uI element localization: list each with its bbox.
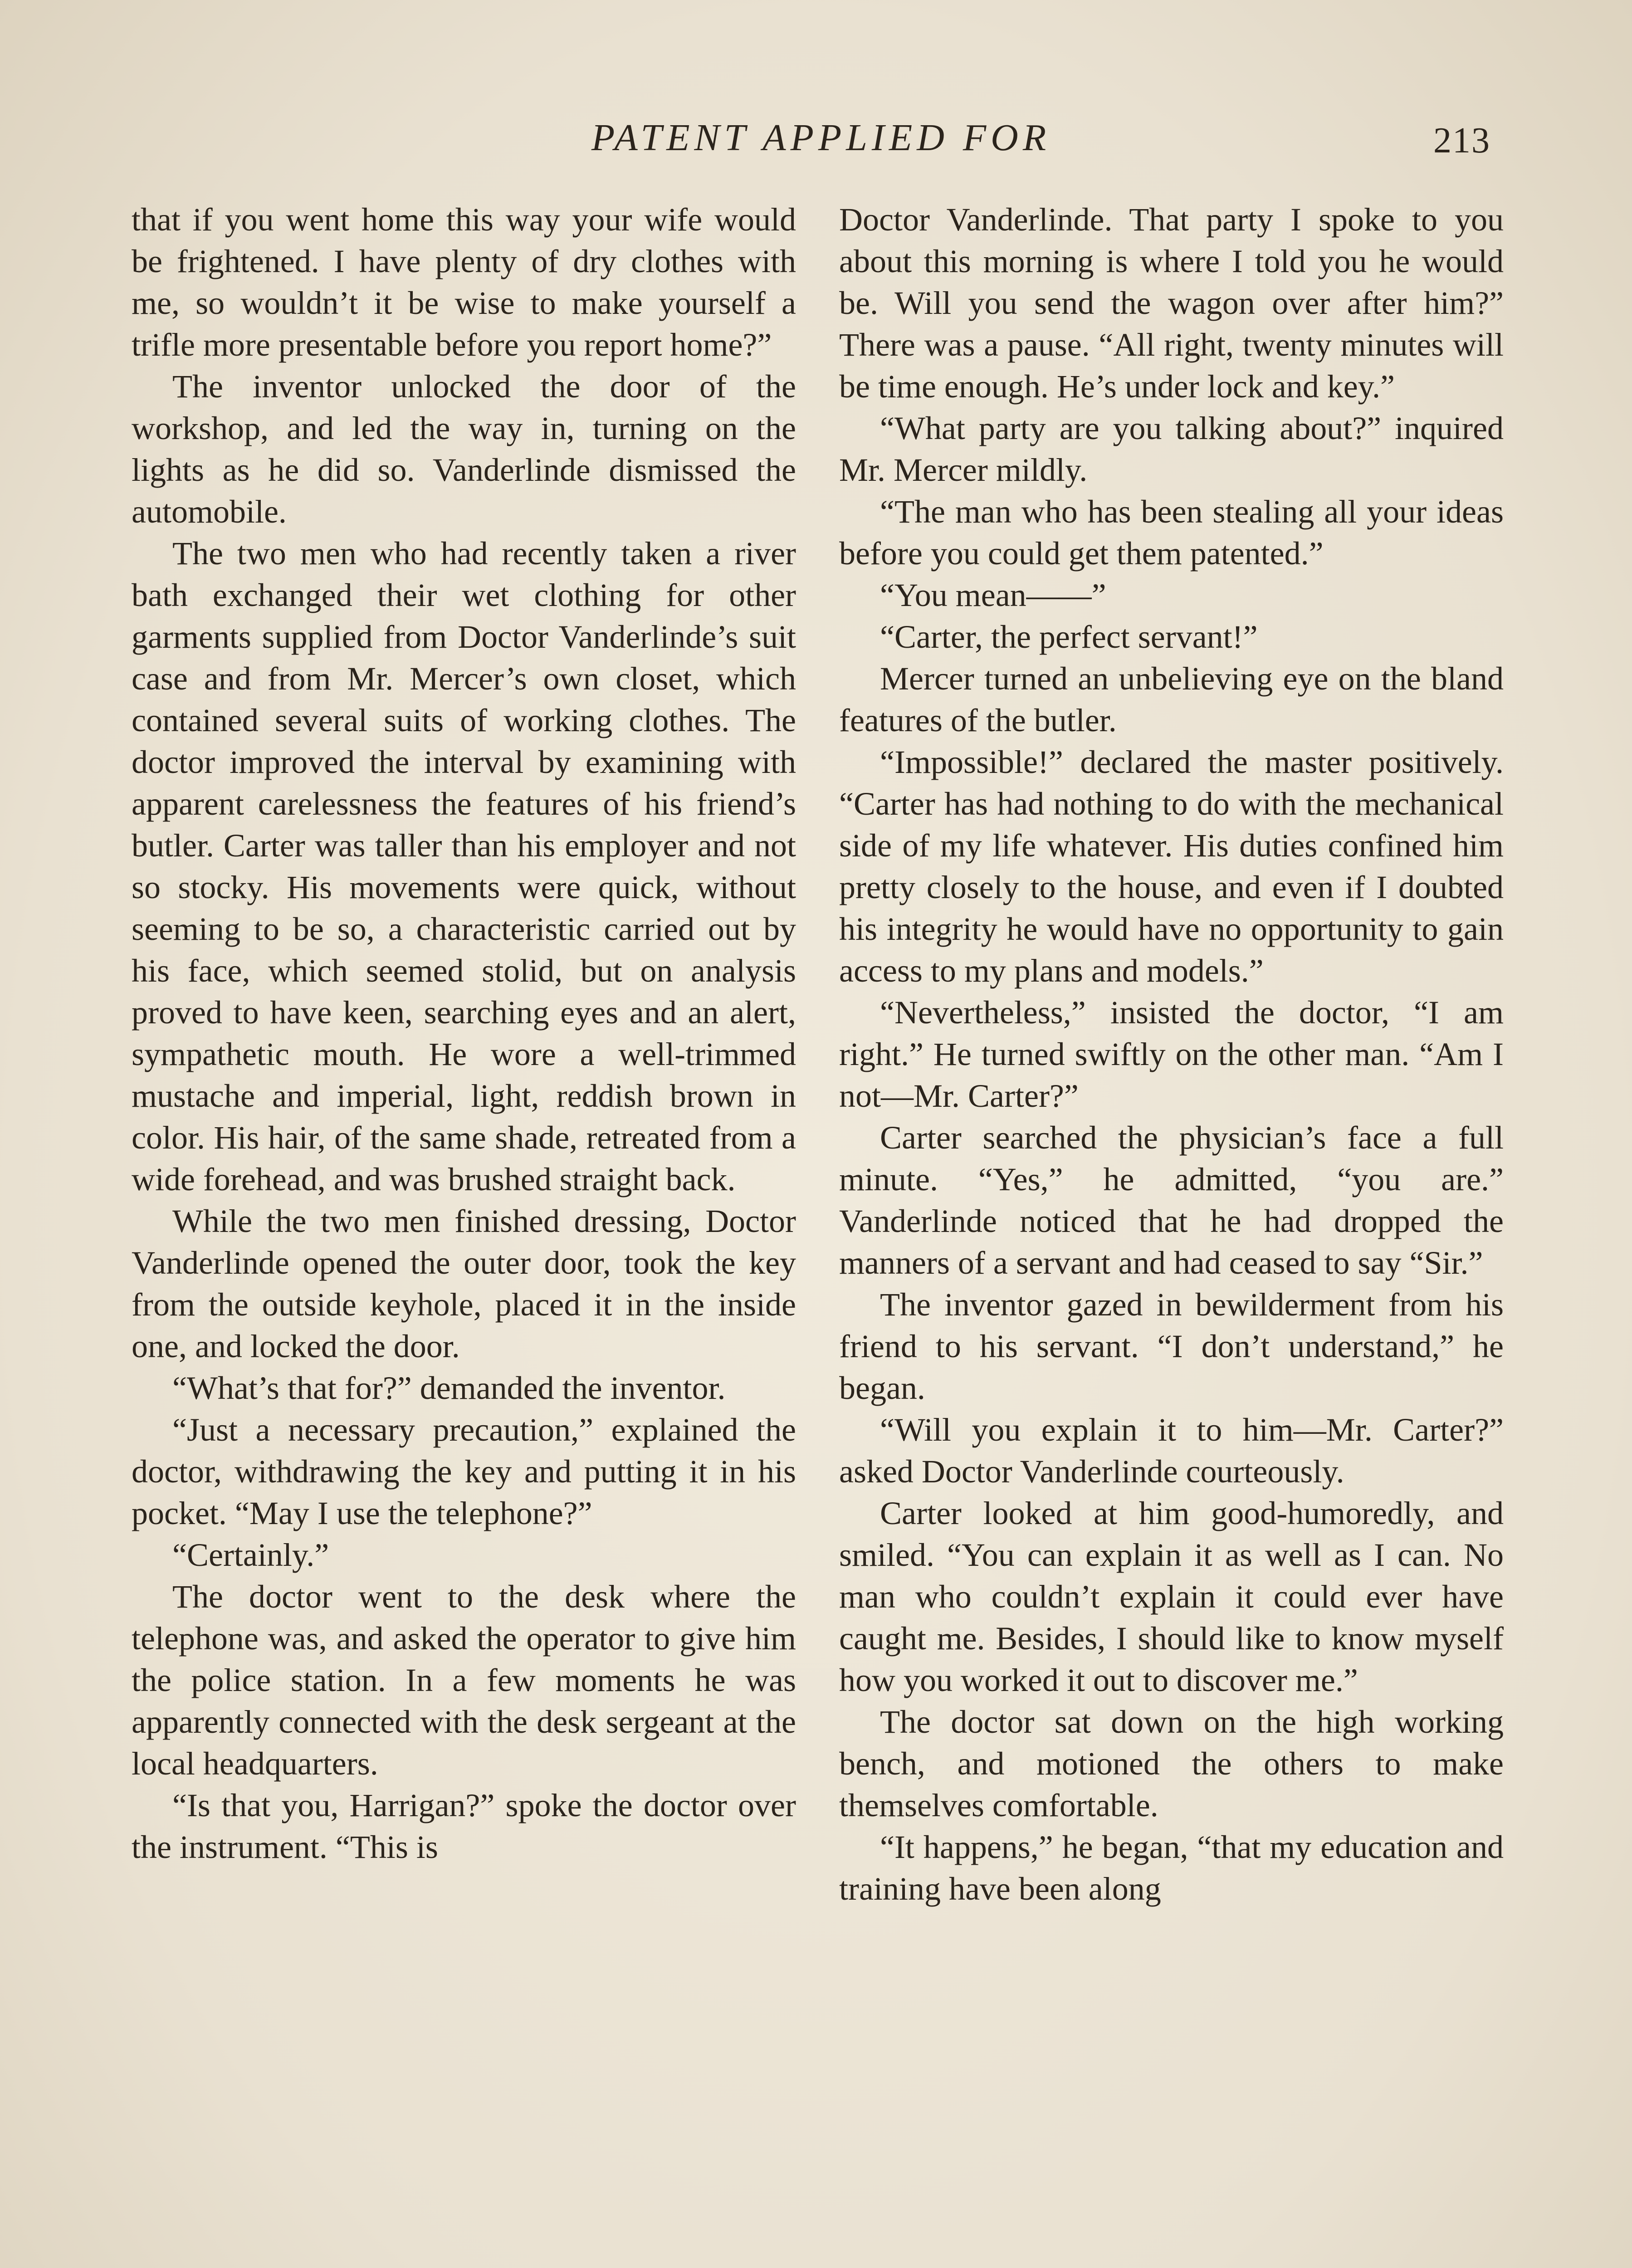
paragraph: The two men who had recently taken a river bath exchanged their wet clothing for other garments supplied from Doctor Vanderlinde’s suit case and from Mr. Mercer’s own closet, which contained several suits of working clothes. The doctor improved the interval by examining with apparent carelessness the features of his friend’s butler. Carter was taller than his employer and not so stocky. His movements were quick, without seeming to be so, a characteristic carried out by his face, which seemed stolid, but on analysis proved to have keen, searching eyes and an alert, sympathetic mouth. He wore a well-trimmed mustache and imperial, light, reddish brown in color. His hair, of the same shade, retreated from a wide forehead, and was brushed straight back. (132, 535, 796, 1198)
paragraph: “It happens,” he began, “that my education and training have been along (839, 1829, 1504, 1907)
paragraph: Carter looked at him good-humoredly, and smiled. “You can explain it as well as I can. No man who couldn’t explain it could ever have caught me. Besides, I should like to know myself how you worked it out to discover me.” (839, 1495, 1504, 1698)
paragraph: “Certainly.” (172, 1537, 329, 1573)
paragraph: The doctor went to the desk where the telephone was, and asked the operator to give him the police station. In a few moments he was apparently connected with the desk sergeant at the local headquarters. (132, 1579, 796, 1782)
paragraph: “Will you explain it to him—Mr. Carter?” asked Doctor Vanderlinde courteously. (839, 1412, 1504, 1490)
paragraph: The inventor gazed in bewilderment from his friend to his servant. “I don’t understand,” he began. (839, 1286, 1504, 1406)
page-header (0, 116, 1632, 166)
paragraph: The inventor unlocked the door of the workshop, and led the way in, turning on the lights as he did so. Vanderlinde dismissed the automobile. (132, 368, 796, 530)
paragraph: “What party are you talking about?” inquired Mr. Mercer mildly. (839, 410, 1504, 488)
left-column (132, 199, 796, 1868)
paragraph: “You mean——” (880, 577, 1106, 613)
paragraph: Doctor Vanderlinde. That party I spoke to you about this morning is where I told you he would be. Will you send the wagon over after him?” There was a pause. “All right, twenty minutes will be time enough. He’s under lock and key.” (839, 201, 1504, 405)
paragraph: “Just a necessary precaution,” explained the doctor, withdrawing the key and putting it in his pocket. “May I use the telephone?” (132, 1412, 796, 1531)
paragraph: While the two men finished dressing, Doctor Vanderlinde opened the outer door, took the key from the outside keyhole, placed it in the inside one, and locked the door. (132, 1203, 796, 1364)
paragraph: Carter searched the physician’s face a full minute. “Yes,” he admitted, “you are.” Vanderlinde noticed that he had dropped the manners of a servant and had ceased to say “Sir.” (839, 1119, 1504, 1281)
paragraph: The doctor sat down on the high working bench, and motioned the others to make themselves comfortable. (839, 1704, 1504, 1823)
paragraph: “Impossible!” declared the master positively. “Carter has had nothing to do with the mechanical side of my life whatever. His duties confined him pretty closely to the house, and even if I doubted his integrity he would have no opportunity to gain access to my plans and models.” (839, 744, 1504, 989)
paragraph: “Is that you, Harrigan?” spoke the doctor over the instrument. “This is (132, 1787, 796, 1865)
paragraph: Mercer turned an unbelieving eye on the bland features of the butler. (839, 660, 1504, 738)
paragraph: that if you went home this way your wife would be frightened. I have plenty of dry clothes with me, so wouldn’t it be wise to make yourself a trifle more presentable before you report home?” (132, 201, 796, 363)
paragraph: “Nevertheless,” insisted the doctor, “I am right.” He turned swiftly on the other man. “Am I not—Mr. Carter?” (839, 994, 1504, 1114)
right-column (839, 199, 1504, 1910)
paragraph: “The man who has been stealing all your ideas before you could get them patented.” (839, 494, 1504, 572)
running-title: PATENT APPLIED FOR (591, 117, 1051, 159)
paragraph: “What’s that for?” demanded the inventor. (172, 1370, 726, 1406)
paragraph: “Carter, the perfect servant!” (880, 619, 1258, 655)
page-number: 213 (1433, 121, 1490, 161)
